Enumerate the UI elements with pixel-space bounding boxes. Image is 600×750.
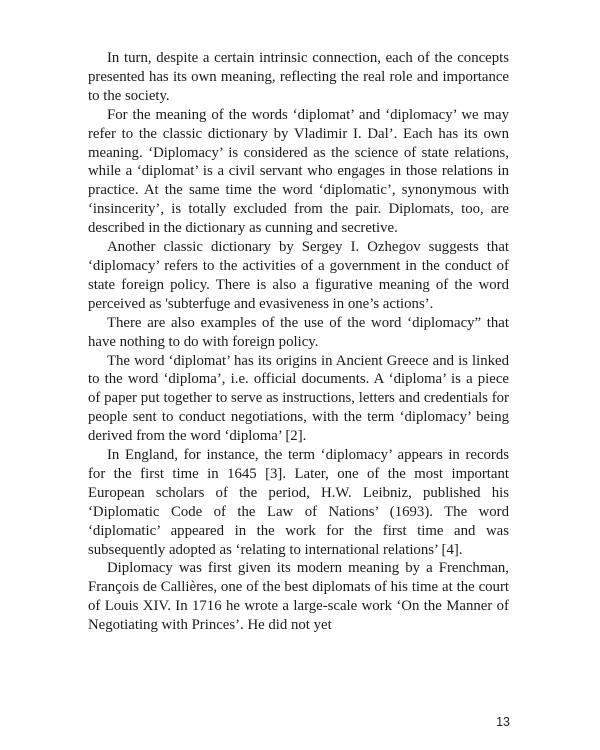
paragraph-2: For the meaning of the words ‘diplomat’ and ‘diplomacy’ we may refer to the classic dictionary by Vladimir I. Dal’. Each has its own meaning. ‘Diplomacy’ is considered as the science of state relations, while a ‘diplomat’ is a civil servant who engages in those relations in practice. At the same time the word ‘diplomatic’, synonymous with ‘insincerity’, is totally excluded from the pair. Diplomats, too, are described in the dictionary as cunning and secretive. [88,106,509,237]
paragraph-7: Diplomacy was first given its modern meaning by a Frenchman, François de Callières, one of the best diplomats of his time at the court of Louis XIV. In 1716 he wrote a large-scale work ‘On the Manner of Negotiating with Princes’. He did not yet [88,560,509,634]
paragraph-6: In England, for instance, the term ‘diplomacy’ appears in records for the first time in 1645 [3]. Later, one of the most important European scholars of the period, H.W. Leibniz, published his ‘Diplomatic Code of the Law of Nations’ (1693). The word ‘diplomatic’ appeared in the work for the first time and was subsequently adopted as ‘relating to international relations’ [4]. [88,447,509,558]
paragraph-1: In turn, despite a certain intrinsic connection, each of the concepts presented has its own meaning, reflecting the real role and importance to the society. [88,50,509,104]
paragraph-4: There are also examples of the use of the word ‘diplomacy” that have nothing to do with foreign policy. [88,314,509,350]
page-number: 13 [496,715,510,729]
paragraph-5: The word ‘diplomat’ has its origins in Ancient Greece and is linked to the word ‘diploma’, i.e. official documents. A ‘diploma’ is a piece of paper put together to serve as instructions, letters and credentials for people sent to conduct negotiations, with the term ‘diplomacy’ being derived from the word ‘diploma’ [2]. [88,352,509,445]
paragraph-3: Another classic dictionary by Sergey I. Ozhegov suggests that ‘diplomacy’ refers to the activities of a government in the conduct of state foreign policy. There is also a figurative meaning of the word perceived as 'subterfuge and evasiveness in one’s actions’. [88,239,509,312]
body-text [88,49,509,635]
